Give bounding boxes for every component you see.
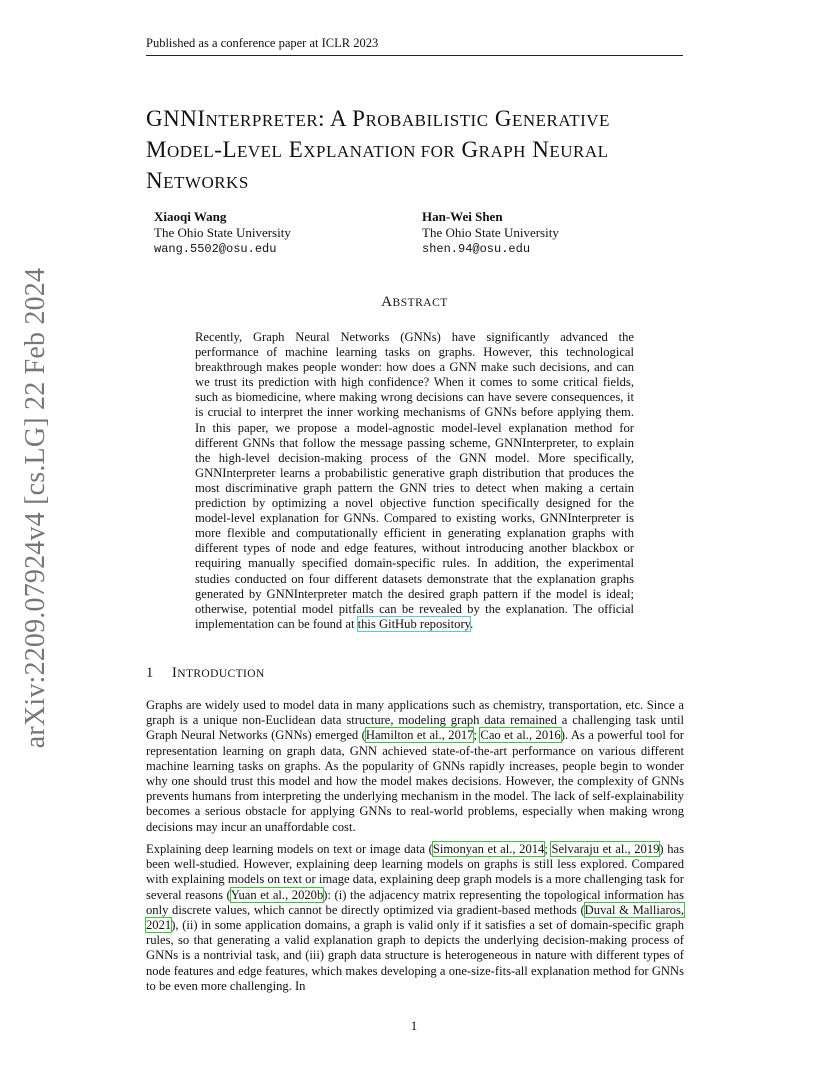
arxiv-identifier: arXiv:2209.07924v4 [cs.LG] 22 Feb 2024: [20, 267, 51, 749]
intro-paragraph-2: Explaining deep learning models on text or image data (Simonyan et al., 2014; Selvaraju et al., 2019) has been well-studied. However, explaining deep learning models on graphs is still less explored. Compared with explaining models on text or image data, explaining deep graph models is a more challenging task for several reasons (Yuan et al., 2020b): (i) the adjacency matrix representing the topological information has only discrete values, which cannot be directly optimized via gradient-based methods (Duval & Malliaros, 2021), (ii) in some application domains, a graph is valid only if it satisfies a set of domain-specific graph rules, so that generating a valid explanation graph to depicts the underlying decision-making process of GNNs is a nontrivial task, and (iii) graph data structure is heterogeneous in nature with different types of node features and edge features, which makes developing a one-size-fits-all explanation method for GNNs to be even more challenging. In: [146, 842, 684, 993]
paper-title: GNNINTERPRETER: A PROBABILISTIC GENERATIVE MODEL-LEVEL EXPLANATION FOR GRAPH NEURAL NETWORKS: [146, 106, 610, 193]
intro-paragraph-1: Graphs are widely used to model data in many applications such as chemistry, transportation, etc. Since a graph is a unique non-Euclidean data structure, modeling graph data remained a challenging task until Graph Neural Networks (GNNs) emerged (Hamilton et al., 2017; Cao et al., 2016). As a powerful tool for representation learning on graph data, GNN achieved state-of-the-art performance on various different machine learning tasks on graphs. As the popularity of GNNs rapidly increases, people begin to wonder why one should trust this model and how the model makes decisions. However, the complexity of GNNs prevents humans from interpreting the underlying mechanism in the model. The lack of self-explainability becomes a serious obstacle for applying GNNs to real-world problems, especially when making wrong decisions may incur an unaffordable cost.: [146, 698, 684, 834]
author-2: [422, 209, 559, 257]
citation-link[interactable]: Selvaraju et al., 2019: [551, 842, 660, 856]
section-number: 1: [146, 665, 154, 681]
author-email[interactable]: wang.5502@osu.edu: [154, 242, 277, 256]
abstract-text: Recently, Graph Neural Networks (GNNs) have significantly advanced the performance of machine learning tasks on graphs. However, this technological breakthrough makes people wonder: how does a GNN make such decisions, and can we trust its prediction with high confidence? When it comes to some critical fields, such as biomedicine, where making wrong decisions can have severe consequences, it is crucial to interpret the inner working mechanisms of GNNs before applying them. In this paper, we propose a model-agnostic model-level explanation method for different GNNs that follow the message passing scheme, GNNInterpreter, to explain the high-level decision-making process of the GNN model. More specifically, GNNInterpreter learns a probabilistic generative graph distribution that produces the most discriminative graph pattern the GNN tries to detect when making a certain prediction by optimizing a novel objective function specifically designed for the model-level explanation for GNNs. Compared to existing works, GNNInterpreter is more flexible and computationally efficient in generating explanation graphs with different types of node and edge features, without introducing another blackbox or requiring manually specified domain-specific rules. In addition, the experimental studies conducted on four different datasets demonstrate that the explanation graphs generated by GNNInterpreter match the desired graph pattern if the model is ideal; otherwise, potential model pitfalls can be revealed by the explanation. The official implementation can be found at this GitHub repository.: [195, 330, 634, 631]
author-name: Han-Wei Shen: [422, 209, 503, 224]
running-header: Published as a conference paper at ICLR 2023: [146, 36, 683, 56]
author-name: Xiaoqi Wang: [154, 209, 227, 224]
citation-link[interactable]: Yuan et al., 2020b: [230, 887, 324, 902]
citation-link[interactable]: Cao et al., 2016: [480, 728, 561, 743]
citation-link[interactable]: Hamilton et al., 2017: [365, 728, 474, 743]
abstract-heading: ABSTRACT: [381, 294, 448, 310]
author-1: [154, 209, 291, 257]
arxiv-stamp: [20, 267, 52, 749]
author-affiliation: The Ohio State University: [422, 225, 559, 240]
section-heading-introduction: 1 INTRODUCTION: [146, 665, 265, 681]
author-email[interactable]: shen.94@osu.edu: [422, 242, 531, 256]
page-number: 1: [410, 1018, 418, 1033]
author-affiliation: The Ohio State University: [154, 225, 291, 240]
github-repository-link[interactable]: this GitHub repository: [357, 616, 471, 631]
citation-link[interactable]: Simonyan et al., 2014: [432, 842, 545, 856]
citation-link[interactable]: Duval & Malliaros, 2021: [146, 902, 684, 933]
